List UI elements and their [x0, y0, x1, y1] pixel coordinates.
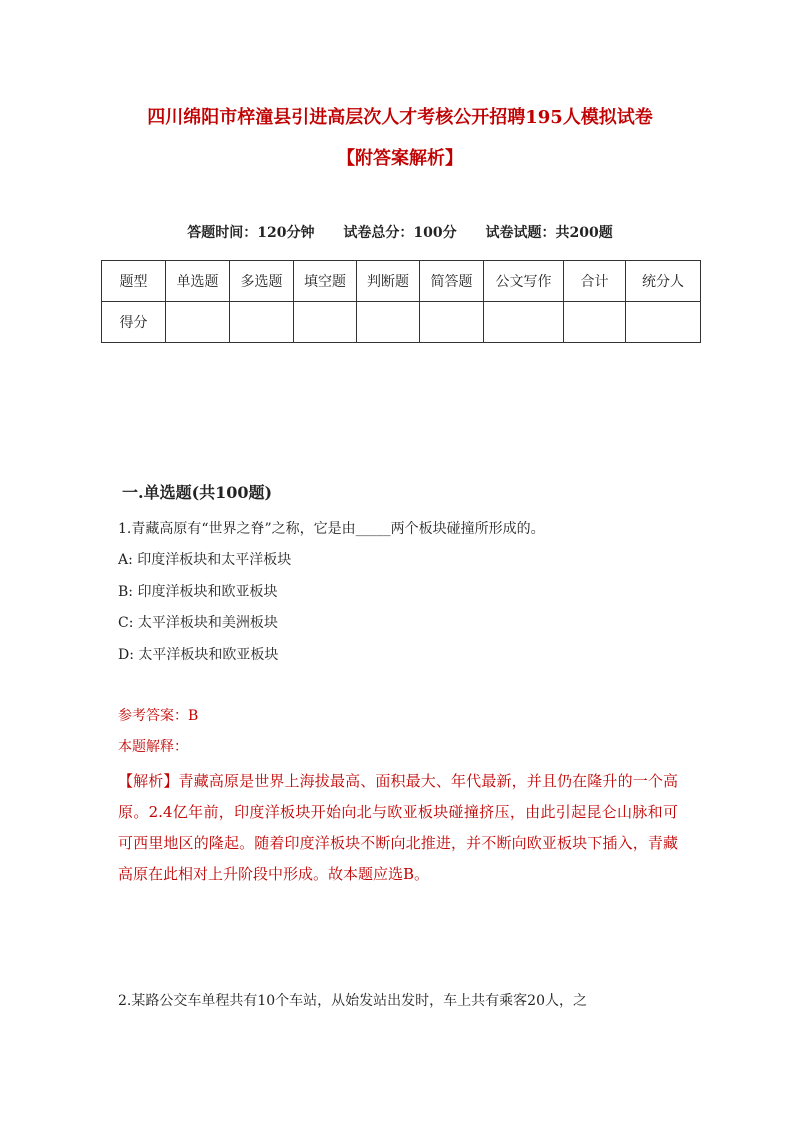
section-heading: 一.单选题(共100题) — [122, 483, 273, 502]
question-1-answer: 参考答案：B — [118, 708, 199, 724]
score-cell — [166, 302, 230, 343]
score-table-header: 单选题 — [166, 261, 230, 302]
score-cell — [626, 302, 701, 343]
question-1-explanation-heading: 本题解释： — [118, 739, 188, 755]
score-table-header: 判断题 — [357, 261, 420, 302]
question-1-option-c: C: 太平洋板块和美洲板块 — [118, 615, 278, 631]
question-1-option-a: A: 印度洋板块和太平洋板块 — [118, 552, 292, 568]
score-table — [101, 260, 701, 343]
document-title: 四川绵阳市梓潼县引进高层次人才考核公开招聘195人模拟试卷 — [147, 107, 653, 128]
score-table-header: 多选题 — [230, 261, 294, 302]
score-cell — [294, 302, 357, 343]
exam-time: 答题时间：120分钟 — [187, 225, 315, 241]
exam-total-questions: 试卷试题：共200题 — [485, 225, 613, 241]
score-row-label: 得分 — [102, 302, 166, 343]
question-1-explanation: 【解析】青藏高原是世界上海拔最高、面积最大、年代最新，并且仍在隆升的一个高原。2.4亿年前，印度洋板块开始向北与欧亚板块碰撞挤压，由此引起昆仑山脉和可可西里地区的隆起。随着印度洋板块不断向北推进，并不断向欧亚板块下插入，青藏高原在此相对上升阶段中形成。故本题应选B。 — [118, 772, 678, 883]
question-1-option-b: B: 印度洋板块和欧亚板块 — [118, 584, 278, 600]
question-1-text: 1.青藏高原有“世界之脊”之称，它是由_____两个板块碰撞所形成的。 — [118, 521, 545, 537]
score-table-header: 简答题 — [420, 261, 484, 302]
score-table-header: 合计 — [564, 261, 626, 302]
exam-info — [0, 223, 800, 243]
question-1-option-d: D: 太平洋板块和欧亚板块 — [118, 647, 279, 663]
score-cell — [484, 302, 564, 343]
score-cell — [230, 302, 294, 343]
score-cell — [420, 302, 484, 343]
score-table-header: 填空题 — [294, 261, 357, 302]
document-subtitle: 【附答案解析】 — [337, 148, 463, 169]
score-cell — [357, 302, 420, 343]
score-table-header: 公文写作 — [484, 261, 564, 302]
exam-total-score: 试卷总分：100分 — [343, 225, 457, 241]
score-table-header: 统分人 — [626, 261, 701, 302]
score-table-header: 题型 — [102, 261, 166, 302]
score-table-score-row — [102, 302, 701, 343]
score-table-header-row — [102, 261, 701, 302]
question-2-text: 2.某路公交车单程共有10个车站，从始发站出发时，车上共有乘客20人，之 — [118, 993, 587, 1009]
score-cell — [564, 302, 626, 343]
